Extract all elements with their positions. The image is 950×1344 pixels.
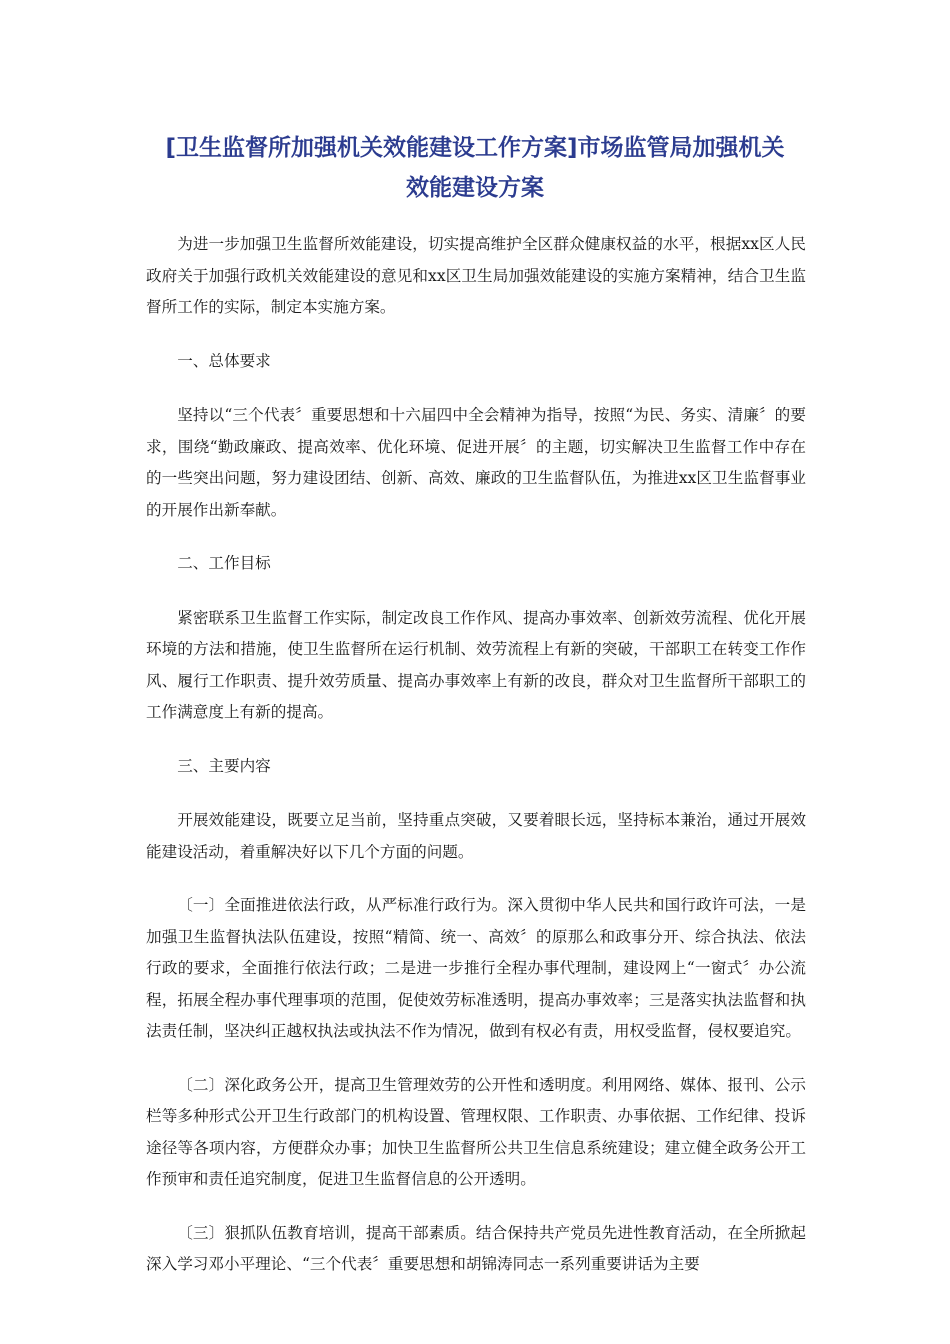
title-line-1: [卫生监督所加强机关效能建设工作方案]市场监管局加强机关 bbox=[165, 135, 785, 161]
paragraph-intro: 为进一步加强卫生监督所效能建设，切实提高维护全区群众健康权益的水平，根据xx区人民政府关于加强行政机关效能建设的意见和xx区卫生局加强效能建设的实施方案精神，结合卫生监督所工作的实际，制定本实施方案。 bbox=[146, 235, 806, 316]
document-body bbox=[146, 229, 806, 1303]
paragraph-item-1: 〔一〕全面推进依法行政，从严标准行政行为。深入贯彻中华人民共和国行政许可法，一是加强卫生监督执法队伍建设，按照“精简、统一、高效〞的原那么和政事分开、综合执法、依法行政的要求，全面推行依法行政；二是进一步推行全程办事代理制，建设网上“一窗式〞办公流程，拓展全程办事代理事项的范围，促使效劳标准透明，提高办事效率；三是落实执法监督和执法责任制，坚决纠正越权执法或执法不作为情况，做到有权必有责，用权受监督，侵权要追究。 bbox=[146, 896, 806, 1040]
paragraph-item-2: 〔二〕深化政务公开，提高卫生管理效劳的公开性和透明度。利用网络、媒体、报刊、公示栏等多种形式公开卫生行政部门的机构设置、管理权限、工作职责、办事依据、工作纪律、投诉途径等各项内容，方便群众办事；加快卫生监督所公共卫生信息系统建设；建立健全政务公开工作预审和责任追究制度，促进卫生监督信息的公开透明。 bbox=[146, 1075, 806, 1188]
paragraph-work-goals: 紧密联系卫生监督工作实际，制定改良工作作风、提高办事效率、创新效劳流程、优化开展环境的方法和措施，使卫生监督所在运行机制、效劳流程上有新的突破，干部职工在转变工作作风、履行工作职责、提升效劳质量、提高办事效率上有新的改良，群众对卫生监督所干部职工的工作满意度上有新的提高。 bbox=[146, 608, 806, 721]
section-heading-1: 一、总体要求 bbox=[177, 351, 271, 370]
paragraph-main-content-intro: 开展效能建设，既要立足当前，坚持重点突破，又要着眼长远，坚持标本兼治，通过开展效能建设活动，着重解决好以下几个方面的问题。 bbox=[146, 811, 806, 861]
section-heading-3: 三、主要内容 bbox=[177, 756, 271, 775]
paragraph-item-3: 〔三〕狠抓队伍教育培训，提高干部素质。结合保持共产党员先进性教育活动，在全所掀起深入学习邓小平理论、“三个代表〞重要思想和胡锦涛同志一系列重要讲话为主要 bbox=[146, 1223, 806, 1273]
paragraph-general-requirements: 坚持以“三个代表〞重要思想和十六届四中全会精神为指导，按照“为民、务实、清廉〞的要求，围绕“勤政廉政、提高效率、优化环境、促进开展〞的主题，切实解决卫生监督工作中存在的一些突出问题，努力建设团结、创新、高效、廉政的卫生监督队伍，为推进xx区卫生监督事业的开展作出新奉献。 bbox=[146, 406, 806, 519]
document-title bbox=[140, 128, 810, 208]
title-line-2: 效能建设方案 bbox=[406, 175, 544, 201]
section-heading-2: 二、工作目标 bbox=[177, 554, 271, 572]
